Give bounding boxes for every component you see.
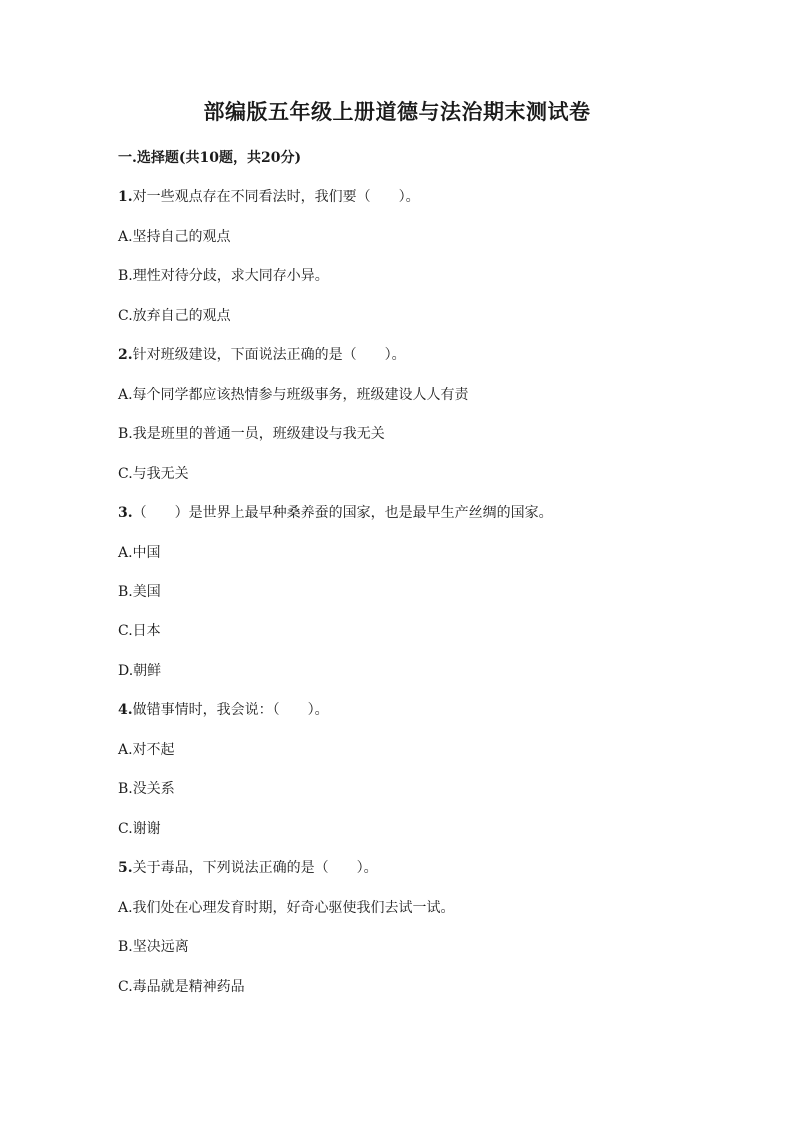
question-3 xyxy=(118,502,553,522)
question-stem: 针对班级建设，下面说法正确的是（ ）。 xyxy=(132,347,406,363)
question-1 xyxy=(118,186,420,206)
question-stem: 关于毒品，下列说法正确的是（ ）。 xyxy=(132,860,378,876)
option-4b: B.没关系 xyxy=(118,781,175,797)
question-stem: 对一些观点存在不同看法时，我们要（ ）。 xyxy=(132,189,420,205)
option-5c: C.毒品就是精神药品 xyxy=(118,979,245,995)
option-5b: B.坚决远离 xyxy=(118,939,189,955)
option-3a: A.中国 xyxy=(118,545,161,561)
section-heading: 一.选择题(共10题，共20分) xyxy=(118,150,302,166)
question-4 xyxy=(118,699,329,719)
question-number: 5. xyxy=(118,860,133,876)
question-number: 1. xyxy=(118,189,133,205)
option-3b: B.美国 xyxy=(118,584,161,600)
question-number: 2. xyxy=(118,347,133,363)
question-stem: （ ）是世界上最早种桑养蚕的国家，也是最早生产丝绸的国家。 xyxy=(132,505,553,521)
option-1b: B.理性对待分歧，求大同存小异。 xyxy=(118,268,329,284)
page-title: 部编版五年级上册道德与法治期末测试卷 xyxy=(203,99,591,124)
option-3c: C.日本 xyxy=(118,623,161,639)
question-stem: 做错事情时，我会说：（ ）。 xyxy=(132,702,329,718)
question-5 xyxy=(118,857,378,877)
option-2c: C.与我无关 xyxy=(118,466,189,482)
question-number: 4. xyxy=(118,702,133,718)
option-1a: A.坚持自己的观点 xyxy=(118,229,231,245)
question-2 xyxy=(118,344,406,364)
option-1c: C.放弃自己的观点 xyxy=(118,308,231,324)
option-5a: A.我们处在心理发育时期，好奇心驱使我们去试一试。 xyxy=(118,900,455,916)
question-number: 3. xyxy=(118,505,133,521)
option-2a: A.每个同学都应该热情参与班级事务，班级建设人人有责 xyxy=(118,387,469,403)
option-2b: B.我是班里的普通一员，班级建设与我无关 xyxy=(118,426,385,442)
option-4c: C.谢谢 xyxy=(118,821,161,837)
option-4a: A.对不起 xyxy=(118,742,175,758)
option-3d: D.朝鲜 xyxy=(118,663,162,679)
